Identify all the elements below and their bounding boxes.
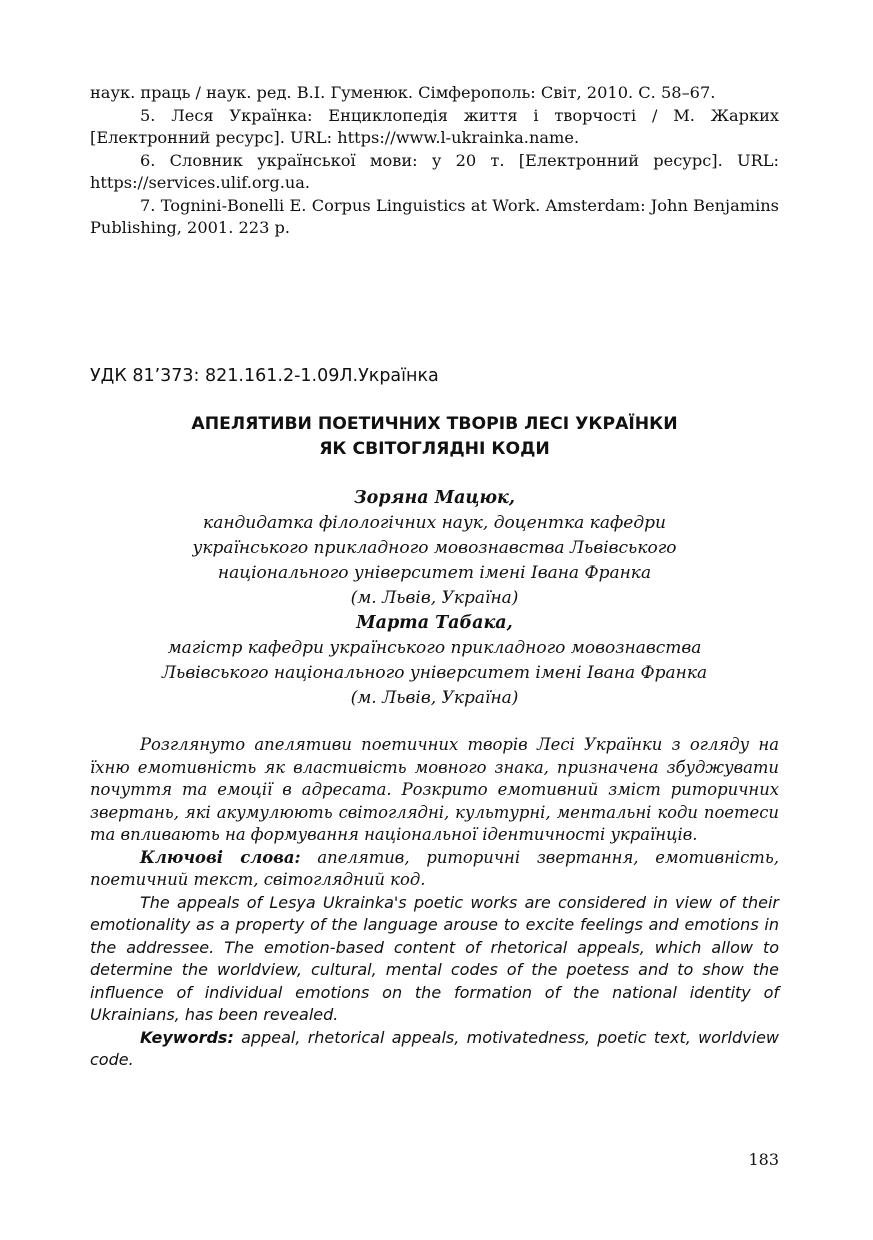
title-line: АПЕЛЯТИВИ ПОЕТИЧНИХ ТВОРІВ ЛЕСІ УКРАЇНКИ (191, 414, 678, 434)
article-title (90, 412, 779, 462)
title-line: ЯК СВІТОГЛЯДНІ КОДИ (319, 439, 550, 459)
keywords-label: Ключові слова: (140, 847, 301, 867)
udc-code: УДК 81’373: 821.161.2-1.09Л.Українка (90, 366, 439, 386)
abstract-ukrainian: Розглянуто апелятиви поетичних творів Лесі Українки з огляду на їхню емотивність як властивість мовного знака, призначена збуджувати почуття та емоції в адресата. Розкрито емотивний зміст риторичних звертань, які акумулюють світоглядні, культурні, ментальні коди поетеси та впливають на формування національної ідентичності українців. (90, 735, 779, 844)
author-block (90, 486, 779, 711)
author-affiliation-line: (м. Львів, Україна) (350, 588, 519, 608)
reference-item: 7. Tognini-Bonelli E. Corpus Linguistics at Work. Amsterdam: John Benjamins Publishing, 2001. 223 p. (90, 195, 779, 237)
author-affiliation-line: українського прикладного мовознавства Львівського (192, 538, 677, 558)
keywords-ukrainian (90, 847, 779, 892)
abstract-section (90, 734, 779, 1072)
author-name: Зоряна Мацюк, (354, 488, 515, 508)
reference-item: 6. Словник української мови: у 20 т. [Електронний ресурс]. URL: https://services.ulif.org.ua. (90, 150, 779, 192)
keywords-text: апелятив, риторичні звертання, емотивність, поетичний текст, світоглядний код. (90, 847, 779, 889)
reference-item: наук. праць / наук. ред. В.І. Гуменюк. Сімферополь: Світ, 2010. С. 58–67. (90, 83, 716, 102)
author-affiliation-line: магістр кафедри українського прикладного мовознавства (167, 638, 702, 658)
abstract-english: The appeals of Lesya Ukrainka's poetic works are considered in view of their emotionality as a property of the language arouse to excite feelings and emotions in the addressee. The emotion-based content of rhetorical appeals, which allow to determine the worldview, cultural, mental codes of the poetess and to show the influence of individual emotions on the formation of the national identity of Ukrainians, has been revealed. (90, 892, 779, 1024)
reference-item: 5. Леся Українка: Енциклопедія життя і творчості / М. Жарких [Електронний ресурс]. URL: https://www.l-ukrainka.name. (90, 105, 779, 147)
page-number: 183 (748, 1150, 779, 1169)
author-affiliation-line: Львівського національного університет імені Івана Франка (161, 663, 708, 683)
author-affiliation-line: (м. Львів, Україна) (350, 688, 519, 708)
author-affiliation-line: кандидатка філологічних наук, доцентка кафедри (203, 513, 666, 533)
keywords-label: Keywords: (140, 1027, 234, 1047)
reference-list (90, 82, 779, 240)
keywords-english (90, 1027, 779, 1072)
author-affiliation-line: національного університет імені Івана Франка (217, 563, 652, 583)
author-name: Марта Табака, (356, 613, 513, 633)
keywords-text: appeal, rhetorical appeals, motivatedness, poetic text, worldview code. (90, 1027, 779, 1069)
